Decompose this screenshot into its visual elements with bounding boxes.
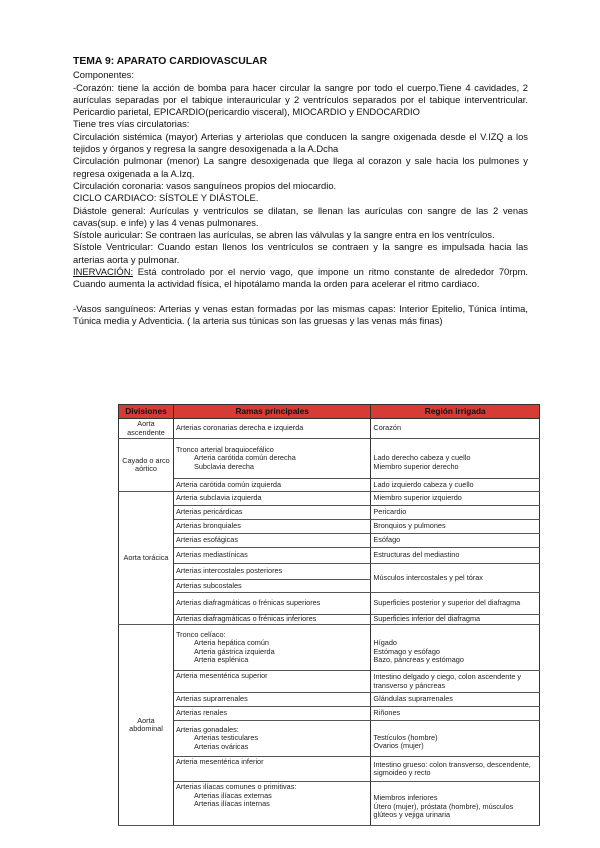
region-cell — [371, 439, 540, 479]
region-line: Hígado — [373, 638, 397, 648]
region-line: Miembros inferiores — [373, 793, 438, 803]
branch-cell: Arterias intercostales posteriores — [173, 564, 370, 580]
division-cell: Aorta torácica — [119, 492, 174, 625]
region-cell: Intestino delgado y ciego, colon ascendente y transverso y páncreas — [371, 671, 540, 693]
branch-cell: Arterias diafragmáticas o frénicas superiores — [173, 593, 370, 615]
branch-cell: Arterias subcostales — [173, 580, 370, 593]
branch-line: Arteria gástrica izquierda — [193, 646, 275, 656]
branch-cell: Arterias renales — [173, 707, 370, 721]
branch-cell: Arteria mesentérica inferior — [173, 757, 370, 782]
pulmonar-paragraph: Circulación pulmonar (menor) La sangre desoxigenada que llega al corazon y sale hacia los pulmones y regresa oxigenada a la A.Izq. — [73, 155, 528, 179]
branch-line: Subclavia derecha — [193, 461, 254, 471]
region-cell — [371, 721, 540, 757]
table-row — [119, 671, 540, 693]
branch-cell: Arterias pericárdicas — [173, 506, 370, 520]
region-line: Útero (mujer), próstata (hombre), músculos glúteos y vejiga urinaria — [373, 801, 514, 820]
branch-line: Arterias ováricas — [193, 741, 249, 751]
coronaria-paragraph: Circulación coronaria: vasos sanguíneos propios del miocardio. — [73, 179, 337, 191]
region-cell: Superficies inferior del diafragma — [371, 615, 540, 625]
header-divisiones: Divisiones — [119, 405, 174, 419]
ciclo-heading: CICLO CARDIACO: SÍSTOLE Y DIÁSTOLE. — [73, 192, 259, 204]
branch-cell: Arterias esofágicas — [173, 534, 370, 548]
branch-line: Arteria hepática común — [193, 638, 269, 648]
corazon-paragraph: -Corazón: tiene la acción de bomba para hacer circular la sangre por todo el cuerpo.Tiene 4 cavidades, 2 aurículas separadas por el tabique interauricular y 2 ventrículos separados por el tabique interventricular. Pericardio parietal, EPICARDIO(pericardio visceral), MIOCARDIO y ENDOCARDIO — [73, 81, 528, 118]
region-cell: Estructuras del mediastino — [371, 548, 540, 564]
region-cell: Superficies posterior y superior del diafragma — [371, 593, 540, 615]
region-cell: Esófago — [371, 534, 540, 548]
branch-line: Arterias ilíacas comunes o primitivas: — [175, 782, 297, 792]
branch-cell — [173, 782, 370, 826]
table-row — [119, 564, 540, 580]
branch-cell: Arterias bronquiales — [173, 520, 370, 534]
table-row — [119, 479, 540, 492]
inervacion-paragraph — [73, 266, 528, 291]
branch-cell — [173, 625, 370, 671]
diastole-paragraph: Diástole general: Aurículas y ventrículos se dilatan, se llenan las aurículas con sangre de las 2 venas cavas(sup. e infe) y las 4 venas pulmonares. — [73, 204, 528, 228]
division-cell: Cayado o arco aórtico — [119, 439, 174, 492]
region-cell: Lado izquierdo cabeza y cuello — [371, 479, 540, 492]
branch-cell: Arteria mesentérica superior — [173, 671, 370, 693]
region-line: Ovarios (mujer) — [373, 741, 424, 751]
componentes-label: Componentes: — [73, 69, 134, 81]
branch-cell: Arteria carótida común izquierda — [173, 479, 370, 492]
table-row — [119, 492, 540, 506]
inervacion-text: Está controlado por el nervio vago, que impone un ritmo constante de alrededor 70rpm. Cuando aumenta la actividad física, el hipotálamo manda la orden para acelerar el ritmo cardiaco. — [73, 266, 528, 290]
branch-line: Arteria carótida común derecha — [193, 453, 296, 463]
region-line: Bazo, páncreas y estómago — [373, 655, 464, 665]
table-row — [119, 615, 540, 625]
region-cell — [371, 782, 540, 826]
table-row — [119, 782, 540, 826]
table-row — [119, 548, 540, 564]
branch-line: Arterias ilíacas internas — [193, 799, 270, 809]
inervacion-label: INERVACIÓN: — [73, 266, 134, 278]
region-cell: Bronquios y pulmones — [371, 520, 540, 534]
table-row — [119, 506, 540, 520]
branch-line: Arterias gonadales: — [175, 724, 239, 734]
region-line: Lado derecho cabeza y cuello — [373, 453, 471, 463]
table-row — [119, 693, 540, 707]
region-cell: Miembro superior izquierdo — [371, 492, 540, 506]
region-cell — [371, 625, 540, 671]
region-line: Miembro superior derecho — [373, 461, 459, 471]
table-row — [119, 707, 540, 721]
branch-cell — [173, 721, 370, 757]
table-row — [119, 593, 540, 615]
page-title: TEMA 9: APARATO CARDIOVASCULAR — [73, 56, 268, 67]
table-row — [119, 520, 540, 534]
table-row — [119, 534, 540, 548]
branch-cell: Arterias coronarias derecha e izquierda — [173, 419, 370, 439]
table-row — [119, 439, 540, 479]
branch-cell: Arteria subclavia izquierda — [173, 492, 370, 506]
sistole-ventricular-paragraph: Sístole Ventricular: Cuando estan llenos los ventrículos se contraen y la sangre es impulsada hacia las arterias aorta y pulmonar. — [73, 241, 528, 265]
region-line: Testículos (hombre) — [373, 732, 438, 742]
branch-line: Tronco arterial braquiocefálico — [175, 444, 274, 454]
branch-cell: Arterias mediastínicas — [173, 548, 370, 564]
branch-line: Arterias testiculares — [193, 733, 259, 743]
region-cell: Riñones — [371, 707, 540, 721]
division-cell: Aorta ascendente — [119, 419, 174, 439]
branch-line: Arteria esplénica — [193, 655, 249, 665]
division-cell: Aorta abdominal — [119, 625, 174, 826]
region-cell: Músculos intercostales y pel tórax — [371, 564, 540, 593]
branch-cell: Arterias diafragmáticas o frénicas inferiores — [173, 615, 370, 625]
region-cell: Corazón — [371, 419, 540, 439]
table-row — [119, 419, 540, 439]
sistole-auricular-paragraph: Sístole auricular: Se contraen las aurículas, se abren las válvulas y la sangre entra en los ventrículos. — [73, 229, 495, 241]
document-body — [73, 56, 528, 327]
aorta-branches-table — [118, 404, 540, 826]
sistemica-paragraph: Circulación sistémica (mayor) Arterias y arteriolas que conducen la sangre oxigenada desde el V.IZQ a los tejidos y órganos y regresa la sangre desoxigenada a la A.Dcha — [73, 130, 528, 155]
table-row — [119, 757, 540, 782]
branch-cell: Arterias suprarrenales — [173, 693, 370, 707]
vasos-paragraph: -Vasos sanguíneos: Arterias y venas estan formadas por las mismas capas: Interior Epitelio, Túnica íntima, Túnica media y Adventicia. ( la arteria sus túnicas son las gruesas y las venas más finas) — [73, 302, 528, 326]
region-line: Estómago y esófago — [373, 646, 440, 656]
table-row — [119, 721, 540, 757]
header-ramas: Ramas principales — [173, 405, 370, 419]
branch-line: Arterias ilíacas externas — [193, 790, 272, 800]
branch-line: Tronco celíaco: — [175, 629, 226, 639]
table-row — [119, 625, 540, 671]
header-region: Región irrigada — [371, 405, 540, 419]
region-cell: Intestino grueso: colon transverso, descendente, sigmoideo y recto — [371, 757, 540, 782]
region-cell: Pericardio — [371, 506, 540, 520]
vias-paragraph: Tiene tres vías circulatorias: — [73, 118, 190, 130]
table-header-row — [119, 405, 540, 419]
region-cell: Glándulas suprarrenales — [371, 693, 540, 707]
branch-cell — [173, 439, 370, 479]
